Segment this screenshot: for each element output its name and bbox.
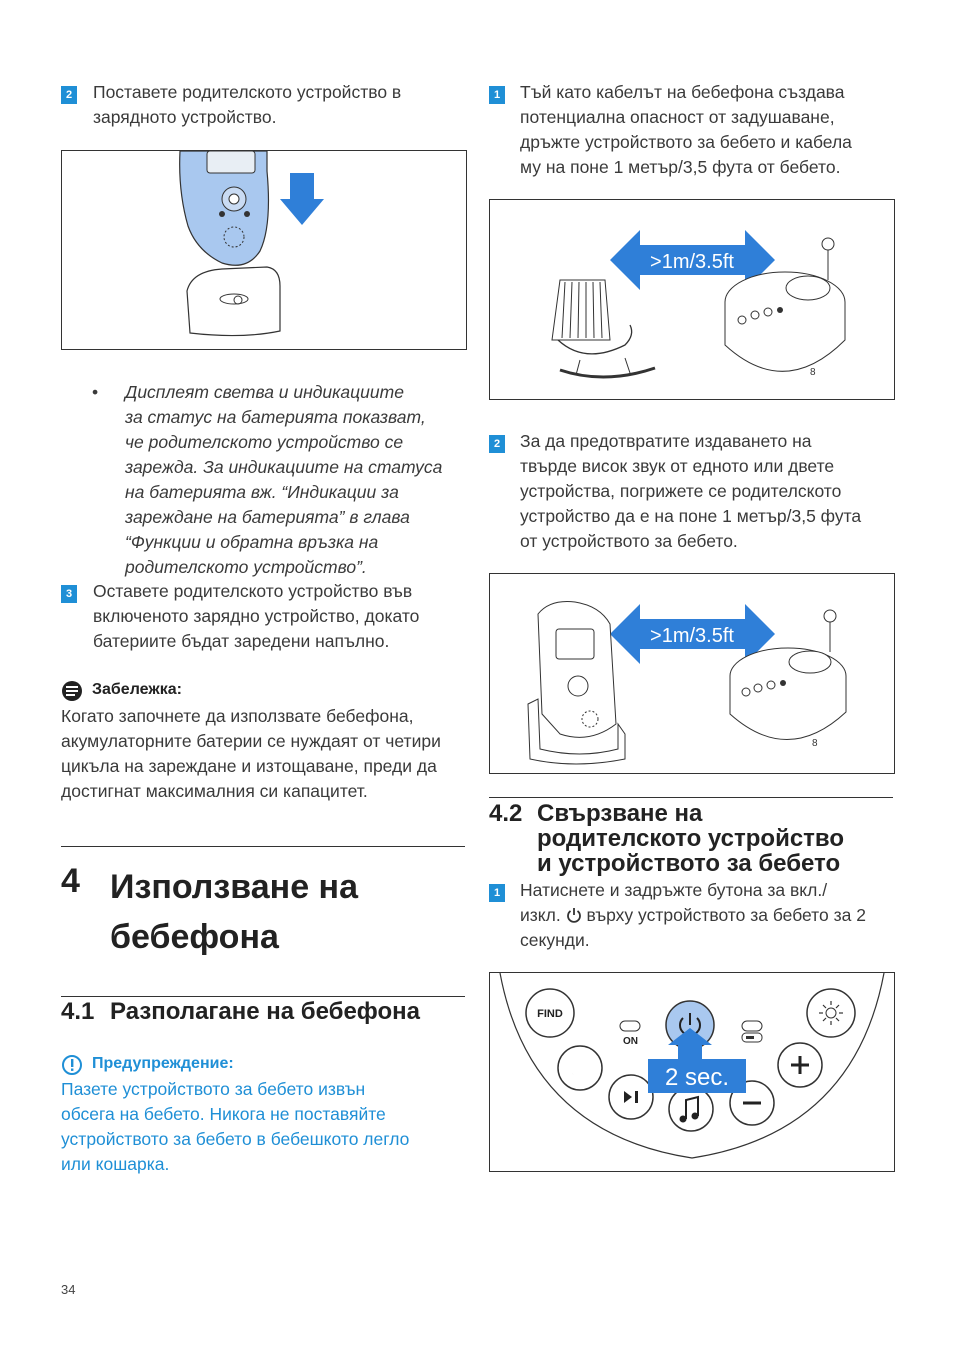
section-4-1-number: 4.1 [61,998,95,1025]
warning-icon [61,1055,83,1075]
warning-title: Предупреждение: [92,1055,234,1072]
figure-distance-between-units [489,573,895,774]
bullet-result-text: Дисплеят светва и индикациите за статус на батерията показват, че родителското устройство се зарежда. За индикациите на статуса на батерията вж. “Индикации за зареждане на батерията” в глава “Функции и обратна връзка на родителското устройство”. [125,382,443,577]
distance-label: >1m/3.5ft [650,625,734,647]
step-number-badge: 3 [61,585,77,603]
bullet-marker: • [92,382,99,402]
baby-unit-control-panel [490,973,894,1171]
units-distance-illustration [490,574,894,773]
section-rule [61,996,465,997]
parent-unit-charger-illustration [62,151,466,349]
svg-text:8: 8 [812,738,818,749]
chapter-title: Използване на бебефона [110,868,358,956]
note-title: Забележка: [92,681,182,698]
figure-distance-from-cradle [489,199,895,400]
step-number-badge: 2 [61,86,77,104]
note-body: Когато започнете да използвате бебефона, акумулаторните батерии се нуждаят от четири цикъла на зареждане и изтощаване, преди да достигнат максималния си капацитет. [61,706,441,801]
figure-baby-unit-controls [489,972,895,1172]
svg-text:8: 8 [810,367,816,378]
section-rule [489,797,893,798]
chapter-rule [61,846,465,847]
step-number-badge: 1 [489,884,505,902]
chapter-number: 4 [61,862,80,900]
step-2-text: Поставете родителското устройство в зарядното устройство. [93,82,402,127]
section-4-1-title: Разполагане на бебефона [110,998,420,1025]
figure-charging-parent-unit [61,150,467,350]
step-number-badge: 1 [489,86,505,104]
section-4-2-title: Свързване на родителското устройство и устройството за бебето [537,800,845,877]
svg-text:FIND: FIND [537,1008,563,1020]
cradle-baby-unit-illustration [490,200,894,399]
step-number-badge: 2 [489,435,505,453]
on-indicator-label: ON [623,1036,638,1047]
section-4-2-number: 4.2 [489,800,523,827]
warning-body: Пазете устройството за бебето извън обсега на бебето. Никога не поставяйте устройството за бебето в бебешкото легло или кошарка. [61,1079,410,1174]
step-3-text: Оставете родителското устройство във включеното зарядно устройство, докато батериите бъдат заредени напълно. [93,581,420,651]
distance-label: >1m/3.5ft [650,251,734,273]
step-1-text: Тъй като кабелът на бебефона създава потенциална опасност от задушаване, дръжте устройството за бебето и кабела му на поне 1 метър/3,5 фута от бебето. [520,82,852,177]
find-button-graphic [526,989,574,1037]
step-2-text-right: За да предотвратите издаването на твърде висок звук от едното или двете устройства, погрижете се родителското устройство да е на поне 1 метър/3,5 фута от устройството за бебето. [520,431,862,551]
page-number: 34 [61,1282,76,1297]
note-icon [61,680,83,702]
duration-label: 2 sec. [664,1064,730,1091]
step-1-connect-text: Натиснете и задръжте бутона за вкл./ изкл. върху устройството за бебето за 2 секунди. [520,880,866,950]
power-icon [566,907,582,923]
